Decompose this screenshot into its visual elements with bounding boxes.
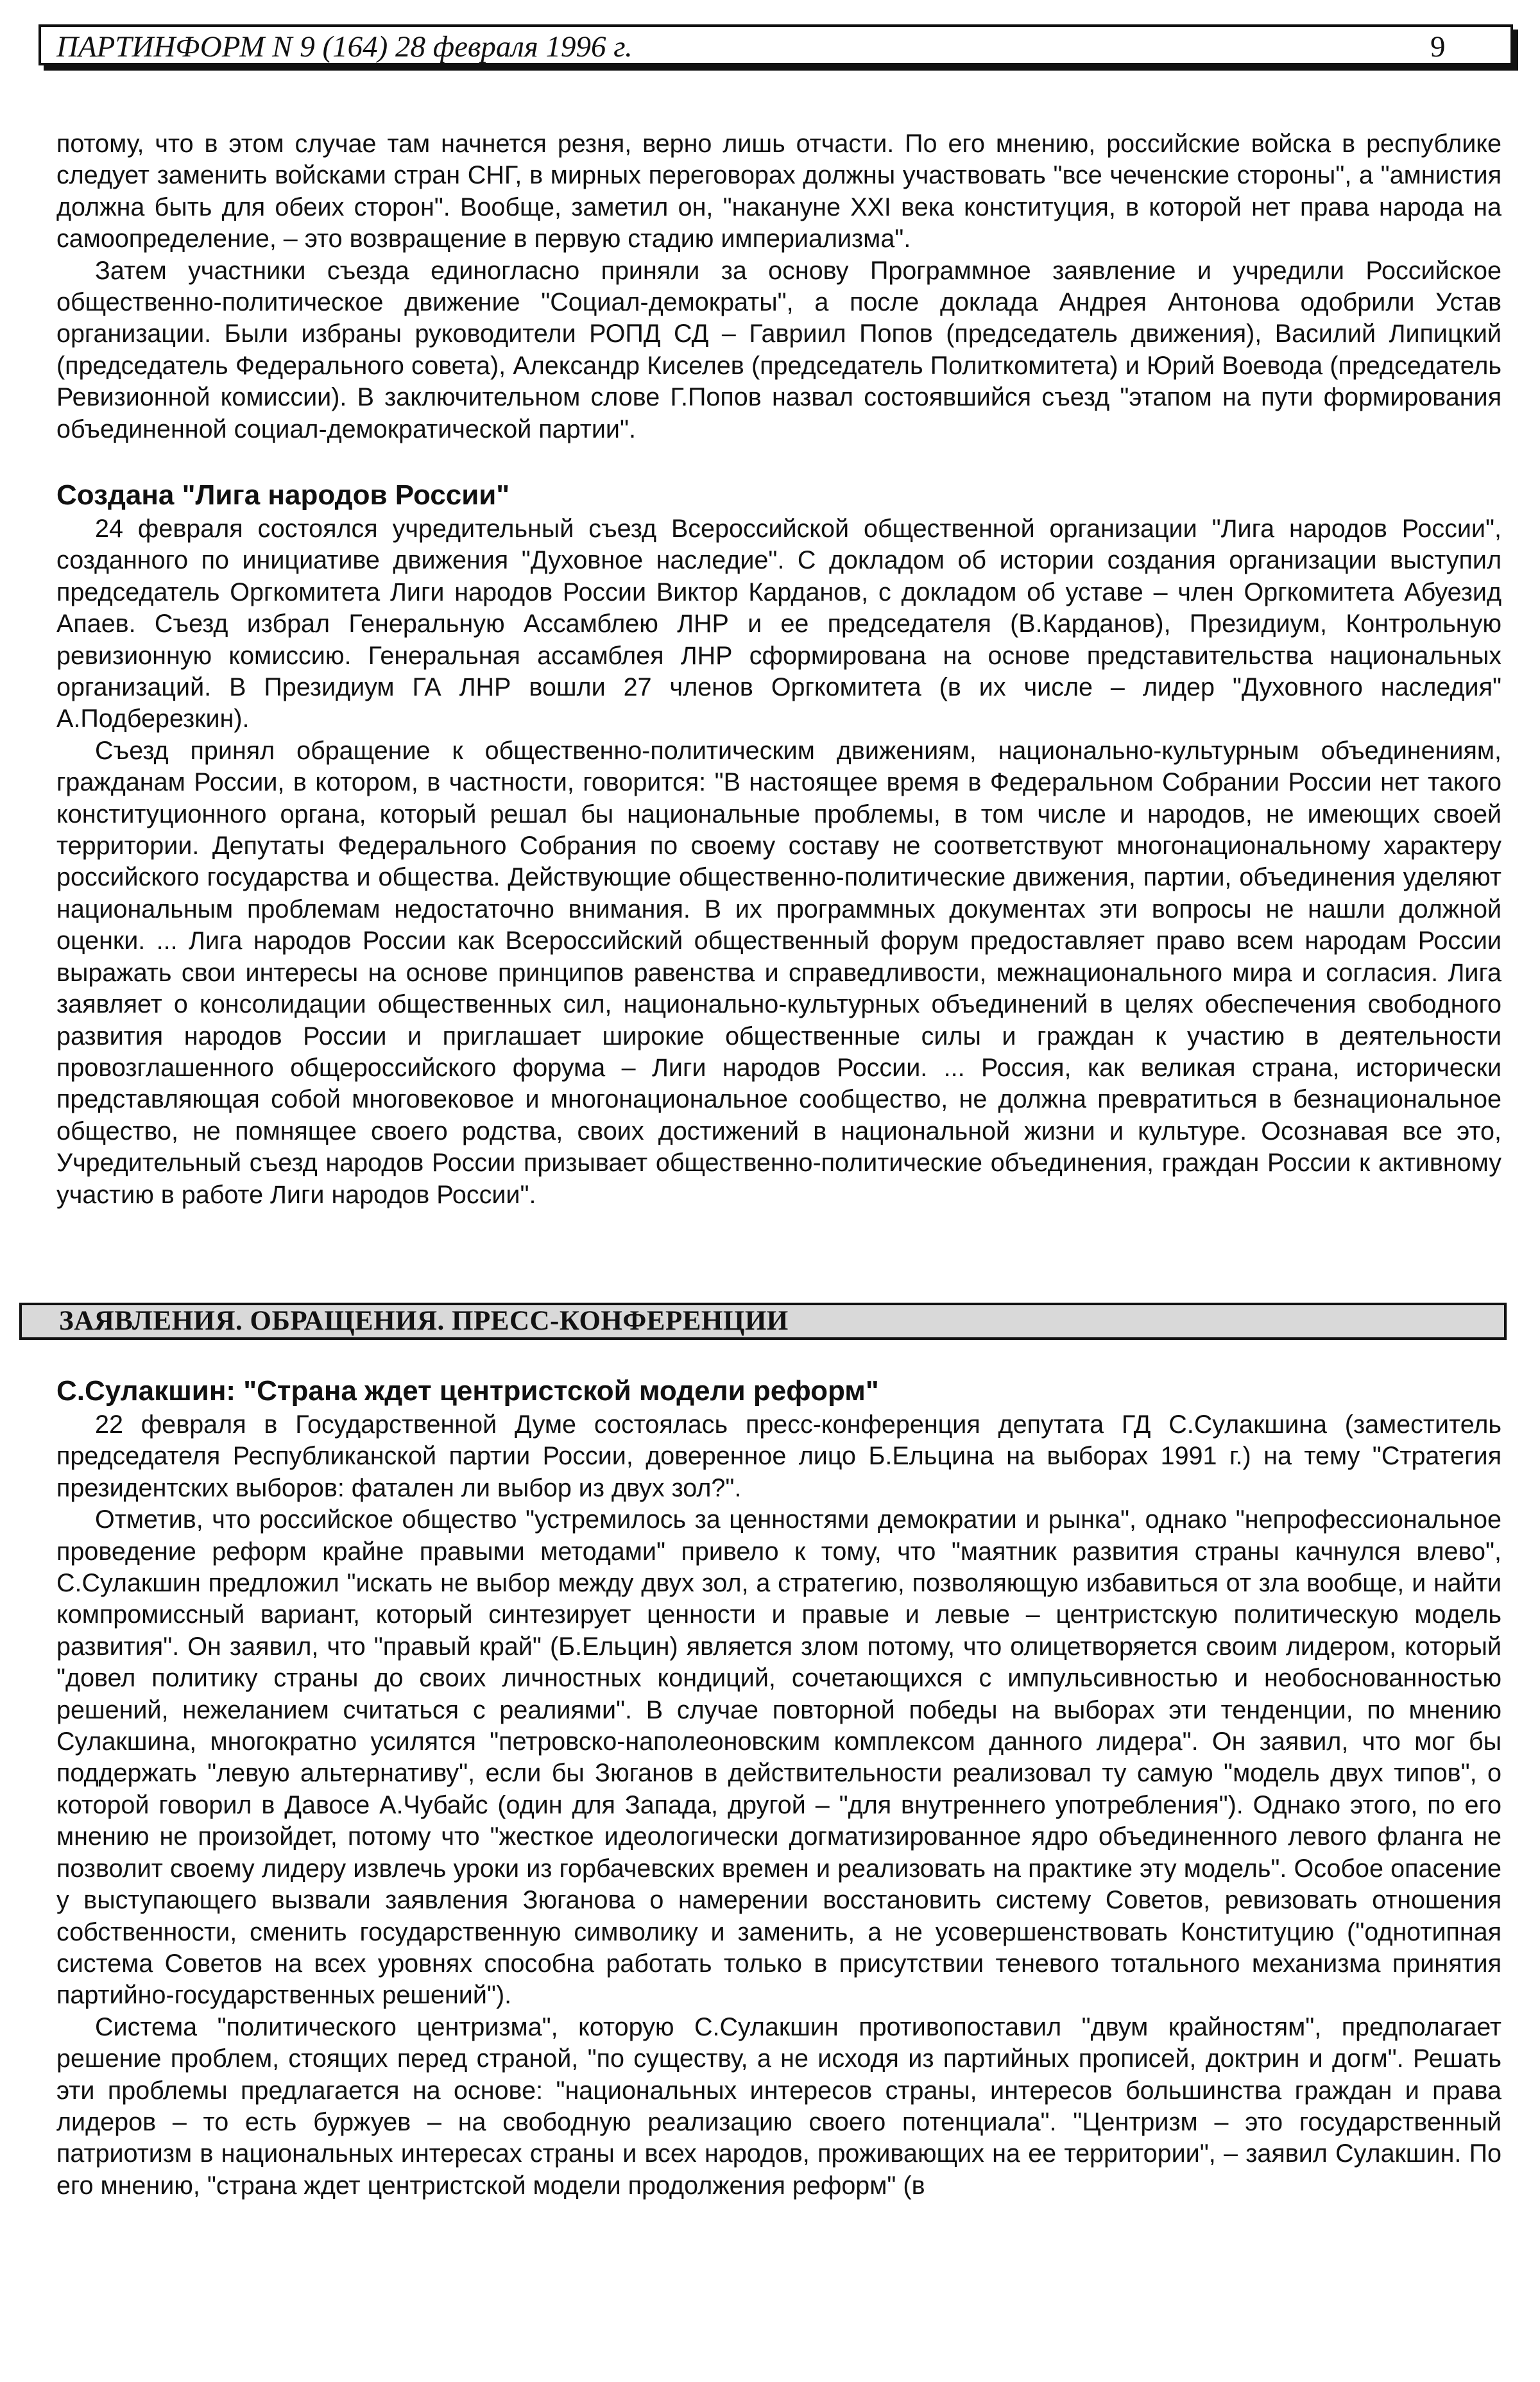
paragraph: потому, что в этом случае там начнется резня, верно лишь отчасти. По его мнению, российские войска в республике следует заменить войсками стран СНГ, в мирных переговорах должны участвовать "все чеченские стороны", а "амнистия должна быть для обеих сторон". Вообще, заметил он, "накануне XXI века конституция, в которой нет права народа на самоопределение, – это возвращение в первую стадию империализма". — [56, 130, 1502, 253]
paragraph: 22 февраля в Государственной Думе состоялась пресс-конференция депутата ГД С.Сулакшина (заместитель председателя Республиканской партии России, доверенное лицо Б.Ельцина на выборах 1991 г.) на тему "Стратегия президентских выборов: фатален ли выбор из двух зол?". — [56, 1410, 1502, 1502]
paragraph: Отметив, что российское общество "устремилось за ценностями демократии и рынка", однако "непрофессиональное проведение реформ крайне правыми методами" привело к тому, что "маятник развития страны качнулся влево", С.Сулакшин предложил "искать не выбор между двух зол, а стратегию, позволяющую избавиться от зла вообще, и найти компромиссный вариант, который синтезирует ценности и правые и левые – центристскую политическую модель развития". Он заявил, что "правый край" (Б.Ельцин) является злом потому, что олицетворяется своим лидером, который "довел политику страны до своих личностных кондиций, сочетающихся с импульсивностью и необоснованностью решений, нежеланием считаться с реалиями". В случае повторной победы на выборах эти тенденции, по мнению Сулакшина, многократно усилятся "петровско-наполеоновским комплексом данного лидера". Он заявил, что мог бы поддержать "левую альтернативу", если бы Зюганов в действительности реализовал ту самую "модель двух типов", о которой говорил в Давосе А.Чубайс (один для Запада, другой – "для внутреннего употребления"). Однако этого, по его мнению не произойдет, потому что "жесткое идеологически догматизированное ядро объединенного левого фланга не позволит своему лидеру извлечь уроки из горбачевских времен и реализовать на практике эту модель". Особое опасение у выступающего вызвали заявления Зюганова о намерении восстановить систему Советов, ревизовать отношения собственности, сменить государственную символику и заменить, а не усовершенствовать Конституцию ("однотипная система Советов на всех уровнях способна работать только в присутствии теневого тотального механизма принятия партийно-государственных решений"). — [56, 1505, 1502, 2010]
section-title: ЗАЯВЛЕНИЯ. ОБРАЩЕНИЯ. ПРЕСС-КОНФЕРЕНЦИИ — [59, 1306, 789, 1336]
article-continuation — [56, 128, 1502, 445]
paragraph: 24 февраля состоялся учредительный съезд Всероссийской общественной организации "Лига народов России", созданного по инициативе движения "Духовное наследие". С докладом об истории создания организации выступил председатель Оргкомитета Лиги народов России Виктор Карданов, с докладом об уставе – член Оргкомитета Абуезид Апаев. Съезд избрал Генеральную Ассамблею ЛНР и ее председателя (В.Карданов), Президиум, Контрольную ревизионную комиссию. Генеральная ассамблея ЛНР сформирована на основе представительства национальных организаций. В Президиум ГА ЛНР вошли 27 членов Оргкомитета (в их числе – лидер "Духовного наследия" А.Подберезкин). — [56, 515, 1502, 733]
paragraph: Система "политического центризма", которую С.Сулакшин противопоставил "двум крайностям", предполагает решение проблем, стоящих перед страной, "по существу, а не исходя из партийных прописей, доктрин и догм". Решать эти проблемы предлагается на основе: "национальных интересов страны, интересов большинства граждан и права лидеров – то есть буржуев – на свободную реализацию своего потенциала". "Центризм – это государственный патриотизм в национальных интересах страны и всех народов, проживающих на ее территории", – заявил Сулакшин. По его мнению, "страна ждет центристской модели продолжения реформ" (в — [56, 2012, 1502, 2200]
section-banner — [19, 1303, 1507, 1340]
paragraph: Съезд принял обращение к общественно-политическим движениям, национально-культурным объединениям, гражданам России, в котором, в частности, говорится: "В настоящее время в Федеральном Собрании России нет такого конституционного органа, который решал бы национальные проблемы, в том числе и народов, не имеющих своей территории. Депутаты Федерального Собрания по своему составу не соответствуют многонациональному характеру российского государства и общества. Действующие общественно-политические движения, партии, объединения уделяют национальным проблемам недостаточно внимания. В их программных документах эти вопросы не нашли должной оценки. ... Лига народов России как Всероссийский общественный форум предоставляет право всем народам России выражать свои интересы на основе принципов равенства и справедливости, межнационального мира и согласия. Лига заявляет о консолидации общественных сил, национально-культурных объединений в целях обеспечения свободного развития народов России и приглашает широкие общественные силы и граждан к участию в деятельности провозглашенного общероссийского форума – Лиги народов России. ... Россия, как великая страна, исторически представляющая собой многовековое и многонациональное сообщество, не должна превратиться в безнациональное общество, не помнящее своего родства, своих достижений в национальной жизни и культуре. Осознавая все это, Учредительный съезд народов России призывает общественно-политические объединения, граждан России к активному участию в работе Лиги народов России". — [56, 736, 1502, 1209]
article-liga — [56, 477, 1502, 1211]
page-number: 9 — [1430, 30, 1446, 64]
article-heading: Создана "Лига народов России" — [56, 479, 510, 511]
paragraph: Затем участники съезда единогласно приняли за основу Программное заявление и учредили Российское общественно-политическое движение "Социал-демократы", а после доклада Андрея Антонова одобрили Устав организации. Были избраны руководители РОПД СД – Гавриил Попов (председатель движения), Василий Липицкий (председатель Федерального совета), Александр Киселев (председатель Политкомитета) и Юрий Воевода (председатель Ревизионной комиссии). В заключительном слове Г.Попов назвал состоявшийся съезд "этапом на пути формирования объединенной социал-демократической партии". — [56, 256, 1502, 443]
article-heading: С.Сулакшин: "Страна ждет центристской модели реформ" — [56, 1375, 879, 1407]
publication-title: ПАРТИНФОРМ N 9 (164) 28 февраля 1996 г. — [56, 30, 633, 64]
article-sulakshin — [56, 1373, 1502, 2202]
page-header — [38, 24, 1513, 65]
